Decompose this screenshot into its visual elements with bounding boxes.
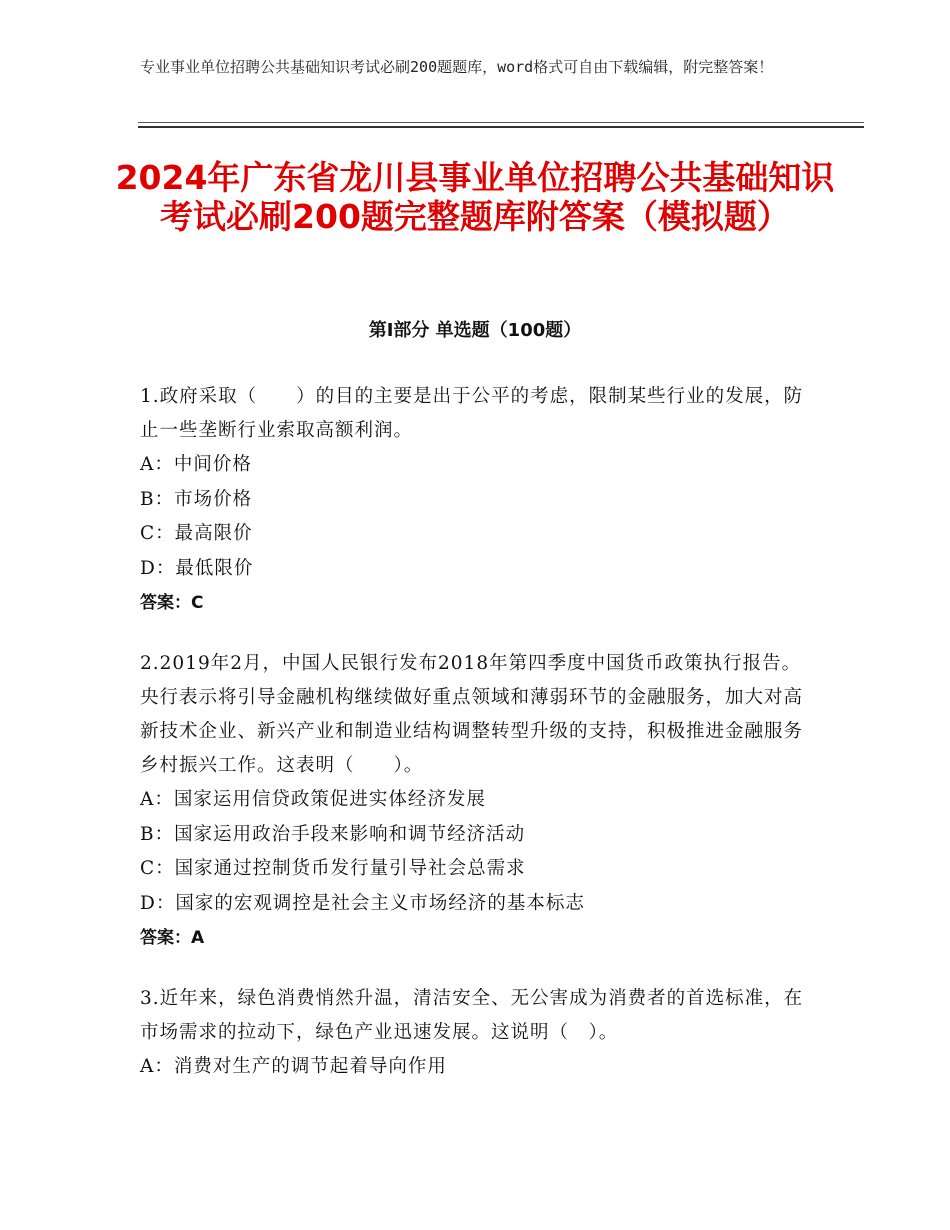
answer: 答案：C: [140, 593, 204, 613]
question-stem: 3.近年来，绿色消费悄然升温，清洁安全、无公害成为消费者的首选标准，在市场需求的拉动下，绿色产业迅速发展。这说明（ ）。: [140, 988, 804, 1043]
option-c: C：最高限价: [140, 523, 253, 544]
option-d: D：最低限价: [140, 557, 254, 579]
document-title: 2024年广东省龙川县事业单位招聘公共基础知识考试必刷200题完整题库附答案（模拟题）: [115, 158, 835, 236]
question-3: [140, 982, 812, 1085]
option-a: A：中间价格: [140, 454, 252, 475]
question-2: [140, 647, 812, 955]
question-list: [140, 380, 812, 1112]
option-c: C：国家通过控制货币发行量引导社会总需求: [140, 858, 526, 879]
option-a: A：消费对生产的调节起着导向作用: [140, 1056, 447, 1077]
option-a: A：国家运用信贷政策促进实体经济发展: [140, 789, 486, 810]
header-note: 专业事业单位招聘公共基础知识考试必刷200题题库，word格式可自由下载编辑，附完整答案！: [140, 58, 774, 76]
section-title: 第Ⅰ部分 单选题（100题）: [368, 320, 582, 341]
header-divider-thin: [138, 122, 864, 123]
option-d: D：国家的宏观调控是社会主义市场经济的基本标志: [140, 892, 585, 914]
option-b: B：国家运用政治手段来影响和调节经济活动: [140, 823, 526, 845]
option-b: B：市场价格: [140, 488, 253, 510]
header-divider-thick: [138, 126, 864, 128]
answer: 答案：A: [140, 928, 205, 948]
question-stem: 2.2019年2月，中国人民银行发布2018年第四季度中国货币政策执行报告。央行表示将引导金融机构继续做好重点领域和薄弱环节的金融服务，加大对高新技术企业、新兴产业和制造业结构调整转型升级的支持，积极推进金融服务乡村振兴工作。这表明（ ）。: [140, 653, 804, 776]
question-stem: 1.政府采取（ ）的目的主要是出于公平的考虑，限制某些行业的发展，防止一些垄断行业索取高额利润。: [140, 386, 804, 441]
question-1: [140, 380, 812, 620]
